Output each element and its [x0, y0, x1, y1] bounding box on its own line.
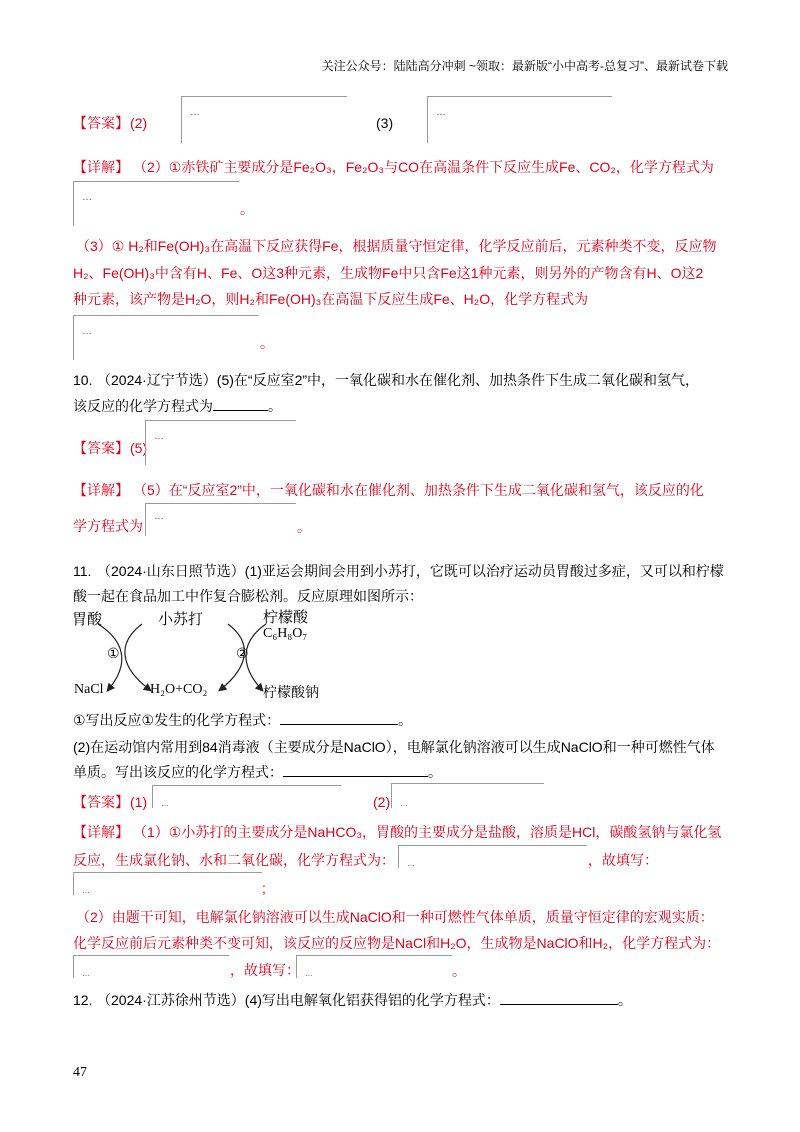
detail-text: ，故填写： — [230, 962, 300, 978]
detail-text: 化学反应前后元素种类不变可知，该反应的反应物是NaCl和H₂O，生成物是NaClO和H₂，化学方程式为： — [73, 935, 721, 951]
equation-image-box: … — [145, 420, 296, 465]
equation-image-box: … — [427, 96, 612, 143]
equation-image-box: … — [398, 845, 587, 868]
answer-blank[interactable] — [283, 762, 428, 777]
equation-image-box: … — [391, 783, 544, 808]
equation-image-box: … — [73, 872, 262, 895]
answer-part-5: (5) — [130, 440, 148, 456]
answer-label: 【答案】 — [73, 440, 129, 456]
detail-label: 【详解】 — [73, 159, 129, 175]
equation-image-box: … — [73, 955, 229, 978]
answer-blank[interactable] — [280, 710, 398, 725]
question-number: 12. — [73, 992, 93, 1008]
detail-end: 。 — [260, 335, 274, 351]
detail-text: （5）在“反应室2”中，一氧化碳和水在催化剂、加热条件下生成二氧化碳和氢气，该反应的化 — [133, 482, 704, 498]
detail-text: （2）由题干可知，电解氯化钠溶液可以生成NaClO和一种可燃性气体单质，质量守恒定律的宏观实质： — [76, 909, 714, 925]
equation-image-box: … — [73, 315, 259, 360]
equation-image-box: … — [296, 955, 452, 978]
detail-text: H₂、Fe(OH)₃中含有H、Fe、O这3种元素，生成物Fe中只含Fe这1种元素，则另外的产物含有H、O这2 — [73, 265, 704, 281]
question-number: 11. — [73, 563, 92, 579]
label-products: H₂O+CO₂ — [150, 682, 208, 697]
equation-image-box: … — [152, 785, 341, 808]
label-sodium-citrate: 柠檬酸钠 — [263, 686, 319, 701]
detail-text: （2）①赤铁矿主要成分是Fe₂O₃，Fe₂O₃与CO在高温条件下反应生成Fe、CO₂，化学方程式为 — [133, 159, 714, 175]
label-citric-formula: C₆H₈O₇ — [263, 626, 308, 641]
equation-image-box: … — [73, 181, 239, 226]
answer-part-2: (2) — [130, 115, 148, 131]
label-reaction-1: ① — [107, 647, 120, 662]
answer-blank[interactable] — [500, 990, 618, 1005]
label-stomach-acid: 胃酸 — [72, 612, 103, 628]
detail-text: （1）①小苏打的主要成分是NaHCO₃，胃酸的主要成分是盐酸，溶质是HCl，碳酸氢钠与氯化氢 — [133, 824, 722, 840]
detail-label: 【详解】 — [73, 482, 129, 498]
answer-part-2: (2) — [373, 794, 391, 810]
detail-text: 反应，生成氯化钠、水和二氧化碳，化学方程式为： — [73, 852, 395, 868]
question-text: （2024·江苏徐州节选）(4)写出电解氧化铝获得铝的化学方程式： 。 — [97, 992, 632, 1008]
page-number: 47 — [73, 1065, 87, 1080]
answer-label: 【答案】 — [73, 115, 129, 131]
equation-image-box: … — [181, 96, 347, 143]
question-number: 10. — [73, 372, 93, 388]
reaction-diagram — [70, 606, 350, 704]
question-text: 单质。写出该反应的化学方程式： 。 — [73, 764, 442, 780]
question-text: （2024·辽宁节选）(5)在“反应室2”中，一氧化碳和水在催化剂、加热条件下生成二氧化碳和氢气， — [97, 372, 700, 388]
detail-end: ; — [262, 880, 266, 896]
detail-end: 。 — [452, 963, 466, 979]
detail-text: 学方程式为 — [73, 518, 143, 534]
arrow-soda-to-products-left — [125, 624, 150, 690]
question-text: 该反应的化学方程式为 。 — [73, 398, 282, 414]
label-nacl: NaCl — [74, 682, 104, 697]
answer-part-1: (1) — [130, 794, 148, 810]
label-citric-acid: 柠檬酸 — [263, 610, 309, 626]
answer-label: 【答案】 — [73, 794, 129, 810]
equation-image-box: … — [145, 503, 296, 536]
question-text: (2)在运动馆内常用到84消毒液（主要成分是NaClO），电解氯化钠溶液可以生成NaClO和一种可燃性气体 — [73, 739, 715, 755]
detail-text: ，故填写： — [588, 852, 658, 868]
question-text: 酸一起在食品加工中作复合膨松剂。反应原理如图所示： — [73, 588, 423, 604]
label-baking-soda: 小苏打 — [158, 612, 204, 628]
answer-blank[interactable] — [213, 396, 268, 411]
label-reaction-2: ② — [236, 647, 249, 662]
question-text: （2024·山东日照节选）(1)亚运会期间会用到小苏打，它既可以治疗运动员胃酸过多症，又可以和柠檬 — [97, 563, 724, 579]
question-text: ①写出反应①发生的化学方程式： 。 — [73, 712, 413, 728]
detail-label: 【详解】 — [73, 824, 129, 840]
page-header: 关注公众号：陆陆高分冲刺 ~领取：最新版“小中高考-总复习”、最新试卷下载 — [321, 59, 728, 73]
detail-end: 。 — [297, 519, 311, 535]
detail-text: （3）① H₂和Fe(OH)₃在高温下反应获得Fe，根据质量守恒定律，化学反应前后，元素种类不变，反应物 — [76, 238, 717, 254]
detail-text: 种元素，该产物是H₂O，则H₂和Fe(OH)₃在高温下反应生成Fe、H₂O，化学方程式为 — [73, 291, 589, 307]
answer-part-3: (3) — [376, 115, 394, 131]
detail-end: 。 — [240, 201, 254, 217]
